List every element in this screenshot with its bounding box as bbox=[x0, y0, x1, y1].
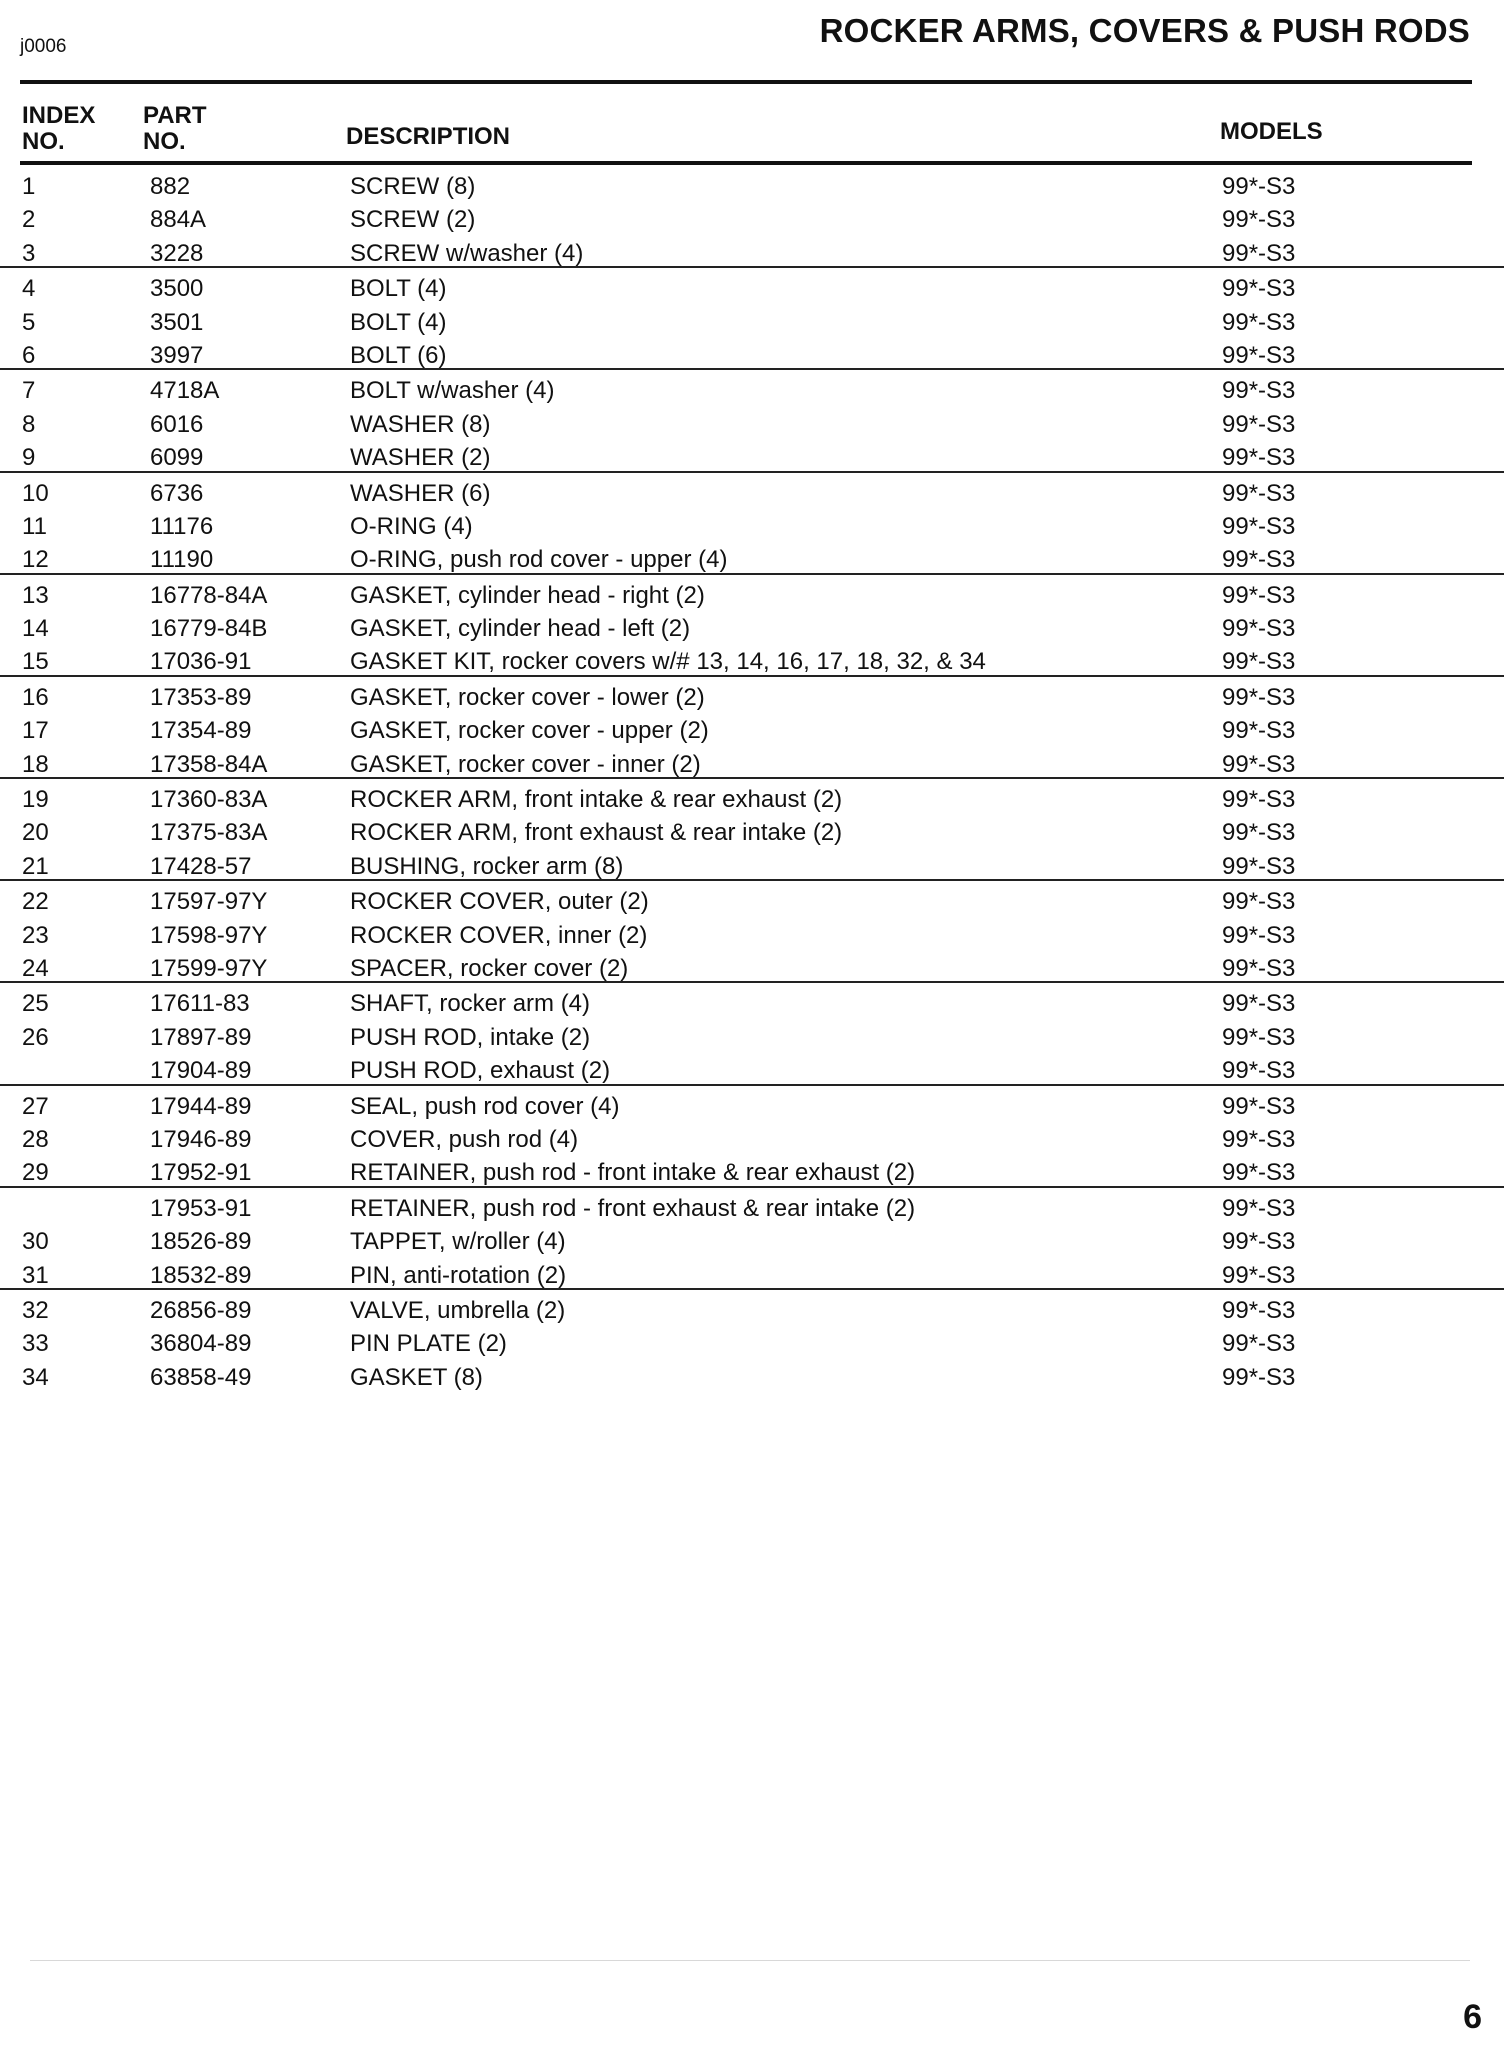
description-cell: SCREW w/washer (4) bbox=[350, 239, 584, 267]
table-row bbox=[0, 404, 1504, 437]
index-cell: 33 bbox=[22, 1330, 49, 1358]
part-number-cell: 4718A bbox=[150, 377, 220, 405]
models-cell: 99*-S3 bbox=[1222, 990, 1296, 1018]
part-number-cell: 18526-89 bbox=[150, 1228, 252, 1256]
table-row bbox=[0, 335, 1504, 368]
part-number-cell: 17358-84A bbox=[150, 750, 268, 778]
table-row bbox=[0, 1323, 1504, 1356]
description-cell: WASHER (6) bbox=[350, 479, 491, 507]
description-cell: O-RING, push rod cover - upper (4) bbox=[350, 546, 728, 574]
index-cell: 21 bbox=[22, 852, 49, 880]
table-row bbox=[0, 1221, 1504, 1254]
index-cell: 28 bbox=[22, 1125, 49, 1153]
part-number-cell: 3500 bbox=[150, 275, 204, 303]
table-row bbox=[0, 1119, 1504, 1152]
table-row bbox=[0, 641, 1504, 674]
index-cell: 20 bbox=[22, 819, 49, 847]
description-cell: RETAINER, push rod - front exhaust & rear intake (2) bbox=[350, 1194, 916, 1222]
table-row bbox=[0, 199, 1504, 232]
part-number-cell: 17944-89 bbox=[150, 1092, 252, 1120]
models-cell: 99*-S3 bbox=[1222, 750, 1296, 778]
table-row bbox=[0, 675, 1504, 710]
page-title: ROCKER ARMS, COVERS & PUSH RODS bbox=[819, 12, 1470, 49]
description-cell: PUSH ROD, intake (2) bbox=[350, 1023, 591, 1051]
models-cell: 99*-S3 bbox=[1222, 1057, 1296, 1085]
part-number-cell: 17599-97Y bbox=[150, 954, 268, 982]
table-row bbox=[0, 812, 1504, 845]
index-cell: 9 bbox=[22, 444, 36, 472]
index-cell: 11 bbox=[22, 512, 47, 540]
description-cell: BOLT (4) bbox=[350, 308, 447, 336]
models-cell: 99*-S3 bbox=[1222, 512, 1296, 540]
index-cell: 15 bbox=[22, 648, 49, 676]
index-cell: 3 bbox=[22, 239, 36, 267]
table-row bbox=[0, 1255, 1504, 1288]
description-cell: PIN, anti-rotation (2) bbox=[350, 1261, 567, 1289]
table-row bbox=[0, 744, 1504, 777]
models-cell: 99*-S3 bbox=[1222, 888, 1296, 916]
table-row bbox=[0, 302, 1504, 335]
models-cell: 99*-S3 bbox=[1222, 308, 1296, 336]
description-cell: BUSHING, rocker arm (8) bbox=[350, 852, 624, 880]
description-cell: GASKET, rocker cover - lower (2) bbox=[350, 683, 705, 711]
table-row bbox=[0, 1152, 1504, 1185]
part-number-cell: 63858-49 bbox=[150, 1363, 252, 1391]
part-number-cell: 16779-84B bbox=[150, 615, 268, 643]
table-row bbox=[0, 506, 1504, 539]
description-cell: SCREW (8) bbox=[350, 173, 476, 200]
table-row bbox=[0, 915, 1504, 948]
description-cell: PUSH ROD, exhaust (2) bbox=[350, 1057, 611, 1085]
index-cell: 4 bbox=[22, 275, 36, 303]
part-number-cell: 16778-84A bbox=[150, 581, 268, 609]
models-cell: 99*-S3 bbox=[1222, 239, 1296, 267]
description-cell: BOLT (6) bbox=[350, 341, 447, 369]
models-cell: 99*-S3 bbox=[1222, 1125, 1296, 1153]
table-row bbox=[0, 539, 1504, 572]
models-cell: 99*-S3 bbox=[1222, 410, 1296, 438]
part-number-cell: 17353-89 bbox=[150, 683, 252, 711]
models-cell: 99*-S3 bbox=[1222, 581, 1296, 609]
part-number-cell: 17952-91 bbox=[150, 1159, 252, 1187]
models-cell: 99*-S3 bbox=[1222, 1023, 1296, 1051]
table-row bbox=[0, 948, 1504, 981]
table-row bbox=[0, 1050, 1504, 1083]
parts-table bbox=[0, 166, 1504, 1390]
description-cell: COVER, push rod (4) bbox=[350, 1125, 579, 1153]
models-cell: 99*-S3 bbox=[1222, 786, 1296, 814]
column-header-index: INDEX NO. bbox=[22, 102, 96, 155]
index-cell: 7 bbox=[22, 377, 36, 405]
column-header-part: PART NO. bbox=[143, 102, 207, 155]
part-number-cell: 18532-89 bbox=[150, 1261, 252, 1289]
part-number-cell: 3501 bbox=[150, 308, 204, 336]
table-row bbox=[0, 266, 1504, 301]
description-cell: GASKET, cylinder head - left (2) bbox=[350, 615, 691, 643]
description-cell: ROCKER COVER, outer (2) bbox=[350, 888, 649, 916]
models-cell: 99*-S3 bbox=[1222, 444, 1296, 472]
index-cell: 2 bbox=[22, 206, 36, 234]
column-header-models: MODELS bbox=[1220, 118, 1323, 145]
models-cell: 99*-S3 bbox=[1222, 1194, 1296, 1222]
part-number-cell: 884A bbox=[150, 206, 207, 234]
part-number-cell: 36804-89 bbox=[150, 1330, 252, 1358]
models-cell: 99*-S3 bbox=[1222, 954, 1296, 982]
table-row bbox=[0, 879, 1504, 914]
index-cell: 6 bbox=[22, 341, 36, 369]
description-cell: SPACER, rocker cover (2) bbox=[350, 954, 629, 982]
index-cell: 18 bbox=[22, 750, 49, 778]
index-cell: 14 bbox=[22, 615, 49, 643]
index-cell: 22 bbox=[22, 888, 49, 916]
description-cell: PIN PLATE (2) bbox=[350, 1330, 507, 1358]
description-cell: TAPPET, w/roller (4) bbox=[350, 1228, 566, 1256]
models-cell: 99*-S3 bbox=[1222, 275, 1296, 303]
part-number-cell: 17953-91 bbox=[150, 1194, 252, 1222]
description-cell: SCREW (2) bbox=[350, 206, 476, 234]
description-cell: WASHER (2) bbox=[350, 444, 491, 472]
models-cell: 99*-S3 bbox=[1222, 852, 1296, 880]
column-header-description: DESCRIPTION bbox=[346, 123, 511, 150]
header-rule bbox=[20, 161, 1472, 165]
description-cell: BOLT w/washer (4) bbox=[350, 377, 555, 405]
table-row bbox=[0, 166, 1504, 199]
models-cell: 99*-S3 bbox=[1222, 173, 1296, 200]
description-cell: VALVE, umbrella (2) bbox=[350, 1296, 566, 1324]
index-cell: 29 bbox=[22, 1159, 49, 1187]
models-cell: 99*-S3 bbox=[1222, 615, 1296, 643]
description-cell: SHAFT, rocker arm (4) bbox=[350, 990, 591, 1018]
table-row bbox=[0, 1288, 1504, 1323]
part-number-cell: 17598-97Y bbox=[150, 921, 268, 949]
table-row bbox=[0, 1186, 1504, 1221]
index-cell: 27 bbox=[22, 1092, 49, 1120]
part-number-cell: 6016 bbox=[150, 410, 204, 438]
description-cell: ROCKER ARM, front intake & rear exhaust (2) bbox=[350, 786, 843, 814]
description-cell: GASKET, cylinder head - right (2) bbox=[350, 581, 705, 609]
description-cell: ROCKER ARM, front exhaust & rear intake (2) bbox=[350, 819, 843, 847]
table-row bbox=[0, 1357, 1504, 1390]
part-number-cell: 17946-89 bbox=[150, 1125, 252, 1153]
table-row bbox=[0, 981, 1504, 1016]
table-row bbox=[0, 233, 1504, 266]
index-cell: 8 bbox=[22, 410, 36, 438]
models-cell: 99*-S3 bbox=[1222, 377, 1296, 405]
index-cell: 23 bbox=[22, 921, 49, 949]
index-cell: 10 bbox=[22, 479, 49, 507]
index-cell: 12 bbox=[22, 546, 49, 574]
part-number-cell: 17036-91 bbox=[150, 648, 252, 676]
part-number-cell: 17611-83 bbox=[150, 990, 250, 1018]
models-cell: 99*-S3 bbox=[1222, 1092, 1296, 1120]
part-number-cell: 882 bbox=[150, 173, 191, 200]
page-number: 6 bbox=[1463, 1998, 1482, 2036]
index-cell: 32 bbox=[22, 1296, 49, 1324]
part-number-cell: 26856-89 bbox=[150, 1296, 252, 1324]
index-cell: 19 bbox=[22, 786, 49, 814]
part-number-cell: 17360-83A bbox=[150, 786, 268, 814]
index-cell: 1 bbox=[22, 173, 36, 200]
description-cell: SEAL, push rod cover (4) bbox=[350, 1092, 620, 1120]
part-number-cell: 3228 bbox=[150, 239, 204, 267]
description-cell: ROCKER COVER, inner (2) bbox=[350, 921, 648, 949]
part-number-cell: 17904-89 bbox=[150, 1057, 252, 1085]
table-row bbox=[0, 710, 1504, 743]
description-cell: WASHER (8) bbox=[350, 410, 491, 438]
models-cell: 99*-S3 bbox=[1222, 341, 1296, 369]
models-cell: 99*-S3 bbox=[1222, 683, 1296, 711]
models-cell: 99*-S3 bbox=[1222, 819, 1296, 847]
models-cell: 99*-S3 bbox=[1222, 1363, 1296, 1391]
index-cell: 25 bbox=[22, 990, 49, 1018]
models-cell: 99*-S3 bbox=[1222, 1228, 1296, 1256]
table-row bbox=[0, 573, 1504, 608]
index-cell: 34 bbox=[22, 1363, 49, 1391]
models-cell: 99*-S3 bbox=[1222, 1330, 1296, 1358]
table-row bbox=[0, 846, 1504, 879]
table-row bbox=[0, 368, 1504, 403]
part-number-cell: 3997 bbox=[150, 341, 204, 369]
part-number-cell: 17428-57 bbox=[150, 852, 252, 880]
models-cell: 99*-S3 bbox=[1222, 1159, 1296, 1187]
table-row bbox=[0, 471, 1504, 506]
models-cell: 99*-S3 bbox=[1222, 1296, 1296, 1324]
part-number-cell: 17897-89 bbox=[150, 1023, 252, 1051]
index-cell: 13 bbox=[22, 581, 49, 609]
index-cell: 31 bbox=[22, 1261, 49, 1289]
index-cell: 17 bbox=[22, 717, 49, 745]
table-row bbox=[0, 1084, 1504, 1119]
description-cell: RETAINER, push rod - front intake & rear exhaust (2) bbox=[350, 1159, 916, 1187]
index-cell: 5 bbox=[22, 308, 36, 336]
table-row bbox=[0, 777, 1504, 812]
part-number-cell: 6099 bbox=[150, 444, 204, 472]
models-cell: 99*-S3 bbox=[1222, 717, 1296, 745]
index-cell: 16 bbox=[22, 683, 49, 711]
models-cell: 99*-S3 bbox=[1222, 921, 1296, 949]
description-cell: GASKET (8) bbox=[350, 1363, 483, 1391]
index-cell: 30 bbox=[22, 1228, 49, 1256]
page-edge bbox=[30, 1960, 1470, 1961]
part-number-cell: 6736 bbox=[150, 479, 204, 507]
models-cell: 99*-S3 bbox=[1222, 648, 1296, 676]
page-code: j0006 bbox=[20, 36, 67, 57]
models-cell: 99*-S3 bbox=[1222, 206, 1296, 234]
description-cell: GASKET, rocker cover - upper (2) bbox=[350, 717, 709, 745]
models-cell: 99*-S3 bbox=[1222, 1261, 1296, 1289]
description-cell: GASKET, rocker cover - inner (2) bbox=[350, 750, 701, 778]
description-cell: O-RING (4) bbox=[350, 512, 473, 540]
table-row bbox=[0, 608, 1504, 641]
index-cell: 26 bbox=[22, 1023, 49, 1051]
title-rule bbox=[20, 80, 1472, 84]
index-cell: 24 bbox=[22, 954, 49, 982]
part-number-cell: 17375-83A bbox=[150, 819, 268, 847]
part-number-cell: 11176 bbox=[150, 512, 214, 540]
part-number-cell: 17354-89 bbox=[150, 717, 252, 745]
part-number-cell: 11190 bbox=[150, 546, 214, 574]
description-cell: BOLT (4) bbox=[350, 275, 447, 303]
description-cell: GASKET KIT, rocker covers w/# 13, 14, 16, 17, 18, 32, & 34 bbox=[350, 648, 986, 676]
part-number-cell: 17597-97Y bbox=[150, 888, 268, 916]
table-row bbox=[0, 437, 1504, 470]
table-row bbox=[0, 1017, 1504, 1050]
models-cell: 99*-S3 bbox=[1222, 546, 1296, 574]
models-cell: 99*-S3 bbox=[1222, 479, 1296, 507]
